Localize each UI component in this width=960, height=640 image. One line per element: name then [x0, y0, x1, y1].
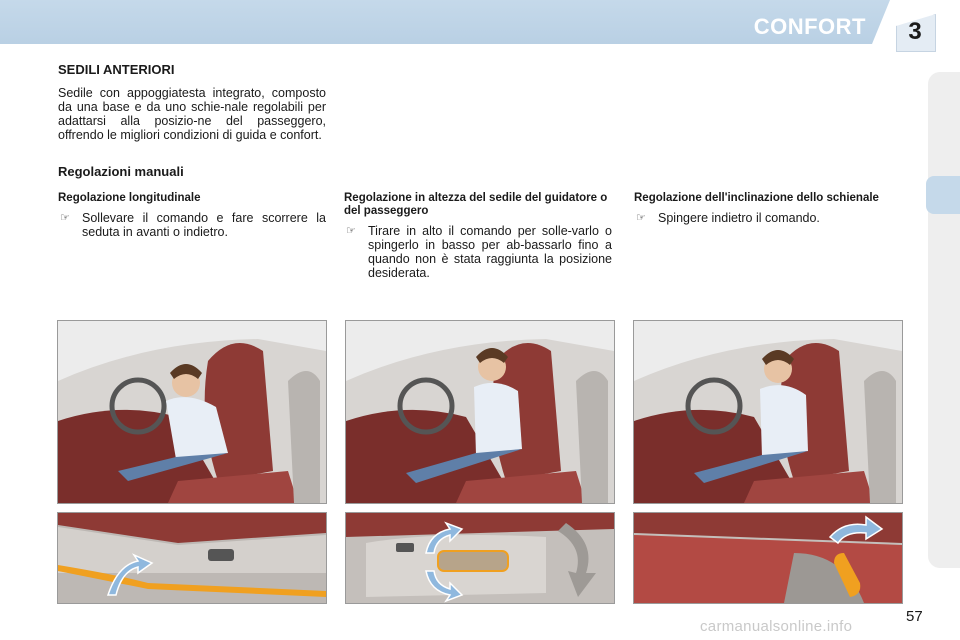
column-recline [634, 192, 902, 225]
instruction-item [634, 211, 902, 225]
column-heading: Regolazione in altezza del sedile del guidatore o del passeggero [344, 192, 608, 217]
recline-control-detail [633, 512, 903, 604]
instruction-item [344, 224, 612, 280]
instruction-item [58, 211, 326, 239]
column-heading: Regolazione dell'inclinazione dello schienale [634, 192, 879, 204]
pointing-hand-icon: ☞ [60, 212, 70, 224]
instruction-text: Tirare in alto il comando per solle-varlo o spingerlo in basso per ab-bassarlo fino a quando non è stata raggiunta la posizione desiderata. [368, 224, 612, 280]
subsection-title: Regolazioni manuali [58, 164, 184, 179]
side-navigation-strip [928, 72, 960, 568]
chapter-title: CONFORT [753, 14, 866, 39]
pointing-hand-icon: ☞ [636, 212, 646, 224]
side-chapter-tab[interactable] [926, 176, 960, 214]
instruction-text: Spingere indietro il comando. [658, 211, 820, 225]
chapter-number: 3 [908, 18, 922, 45]
instruction-text: Sollevare il comando e fare scorrere la seduta in avanti o indietro. [82, 211, 326, 239]
height-control-detail [345, 512, 615, 604]
column-longitudinal [58, 192, 326, 239]
page-number: 57 [906, 608, 923, 625]
longitudinal-control-detail [57, 512, 327, 604]
column-height [344, 192, 612, 280]
pointing-hand-icon: ☞ [346, 225, 356, 237]
section-intro: Sedile con appoggiatesta integrato, composto da una base e da uno schie-nale regolabili per adattarsi alla posizio-ne del passeggero, offrendo le migliori condizioni di guida e confort. [58, 86, 326, 142]
seat-height-illustration [345, 320, 615, 504]
column-heading: Regolazione longitudinale [58, 192, 201, 204]
seat-longitudinal-illustration [57, 320, 327, 504]
section-title: SEDILI ANTERIORI [58, 62, 175, 77]
watermark: carmanualsonline.info [700, 618, 853, 635]
seat-recline-illustration [633, 320, 903, 504]
